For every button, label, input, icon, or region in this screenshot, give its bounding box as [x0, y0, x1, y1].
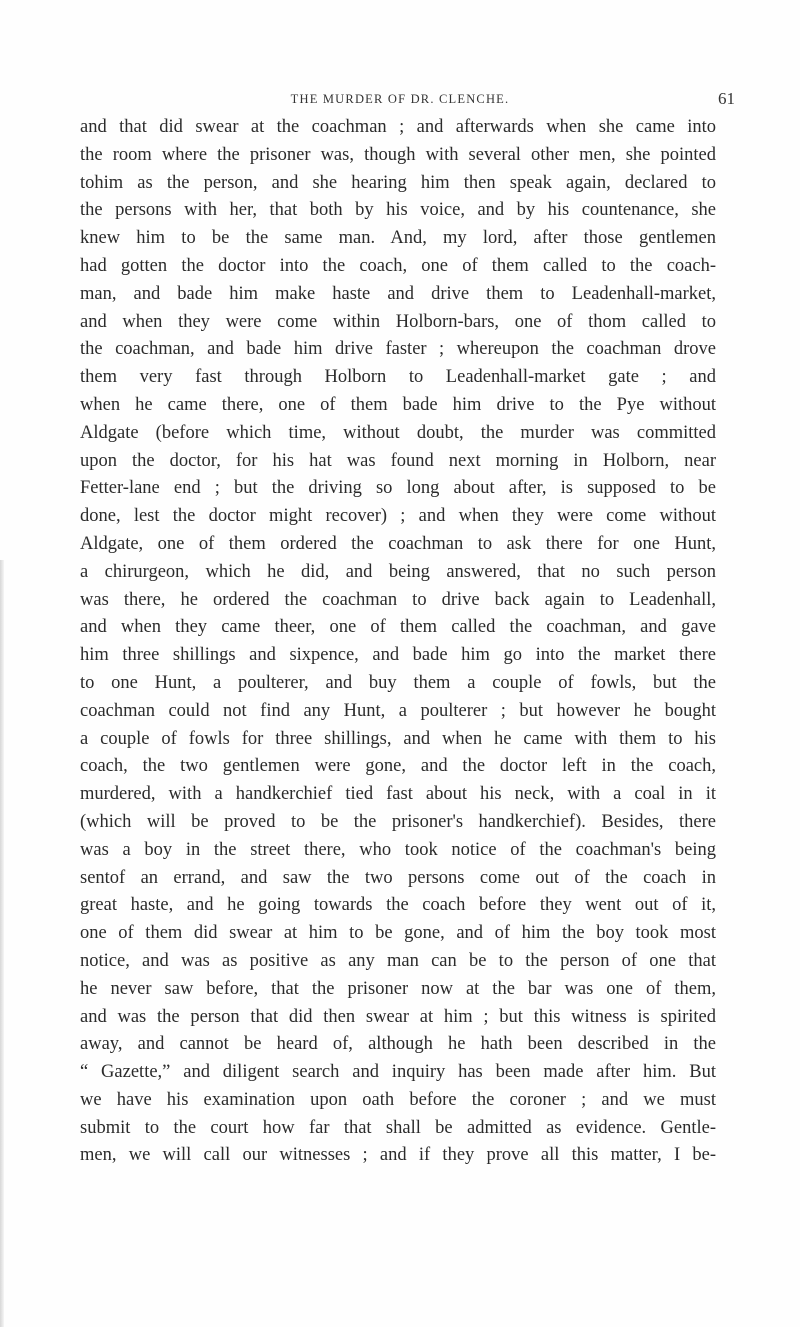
text-line: and that did swear at the coachman ; and afterwards when she came into	[80, 117, 716, 137]
body-text	[80, 114, 716, 1170]
text-line: knew him to be the same man. And, my lord, after those gentlemen	[80, 228, 716, 249]
page-edge-shadow	[0, 560, 4, 1327]
text-line: Aldgate, one of them ordered the coachman to ask there for one Hunt,	[80, 533, 716, 554]
text-line: submit to the court how far that shall be admitted as evidence. Gentle-	[80, 1117, 716, 1138]
text-line: had gotten the doctor into the coach, one of them called to the coach-	[80, 255, 716, 276]
text-line: and when they came theer, one of them called the coachman, and gave	[80, 617, 716, 638]
text-line: the persons with her, that both by his voice, and by his countenance, she	[80, 200, 716, 221]
text-line: men, we will call our witnesses ; and if they prove all this matter, I be-	[80, 1145, 716, 1166]
text-line: was there, he ordered the coachman to drive back again to Leadenhall,	[80, 589, 716, 610]
text-line: he never saw before, that the prisoner now at the bar was one of them,	[80, 978, 716, 999]
text-line: a chirurgeon, which he did, and being answered, that no such person	[80, 561, 716, 582]
text-line: Fetter-lane end ; but the driving so long about after, is supposed to be	[80, 478, 716, 499]
text-line: man, and bade him make haste and drive them to Leadenhall-market,	[80, 283, 716, 304]
text-line: one of them did swear at him to be gone, and of him the boy took most	[80, 923, 716, 944]
text-line: to one Hunt, a poulterer, and buy them a couple of fowls, but the	[80, 672, 716, 693]
text-line: we have his examination upon oath before the coroner ; and we must	[80, 1089, 716, 1110]
text-line: a couple of fowls for three shillings, and when he came with them to his	[80, 728, 716, 749]
text-line: Aldgate (before which time, without doubt, the murder was committed	[80, 422, 716, 443]
text-line: coach, the two gentlemen were gone, and the doctor left in the coach,	[80, 756, 716, 777]
running-title: THE MURDER OF DR. CLENCHE.	[290, 92, 510, 106]
text-line: and when they were come within Holborn-bars, one of thom called to	[80, 311, 716, 332]
text-line: notice, and was as positive as any man can be to the person of one that	[80, 950, 716, 971]
text-line: the room where the prisoner was, though with several other men, she pointed	[80, 144, 716, 165]
text-line: tohim as the person, and she hearing him then speak again, declared to	[80, 172, 716, 193]
text-line: when he came there, one of them bade him drive to the Pye without	[80, 394, 716, 415]
text-line: murdered, with a handkerchief tied fast about his neck, with a coal in it	[80, 784, 716, 805]
text-line: “ Gazette,” and diligent search and inquiry has been made after him. But	[80, 1062, 716, 1083]
page-number: 61	[718, 89, 735, 108]
running-head	[60, 89, 740, 113]
text-line: and was the person that did then swear at him ; but this witness is spirited	[80, 1006, 716, 1027]
text-line: done, lest the doctor might recover) ; and when they were come without	[80, 506, 716, 527]
text-line: sentof an errand, and saw the two persons come out of the coach in	[80, 867, 716, 888]
text-line: away, and cannot be heard of, although he hath been described in the	[80, 1034, 716, 1055]
text-line: was a boy in the street there, who took notice of the coachman's being	[80, 839, 716, 860]
text-line: great haste, and he going towards the coach before they went out of it,	[80, 895, 716, 916]
text-line: coachman could not find any Hunt, a poulterer ; but however he bought	[80, 700, 716, 721]
text-line: (which will be proved to be the prisoner's handkerchief). Besides, there	[80, 811, 716, 832]
text-line: him three shillings and sixpence, and bade him go into the market there	[80, 645, 716, 666]
text-line: the coachman, and bade him drive faster ; whereupon the coachman drove	[80, 339, 716, 360]
text-line: upon the doctor, for his hat was found next morning in Holborn, near	[80, 450, 716, 471]
text-line: them very fast through Holborn to Leadenhall-market gate ; and	[80, 367, 716, 388]
